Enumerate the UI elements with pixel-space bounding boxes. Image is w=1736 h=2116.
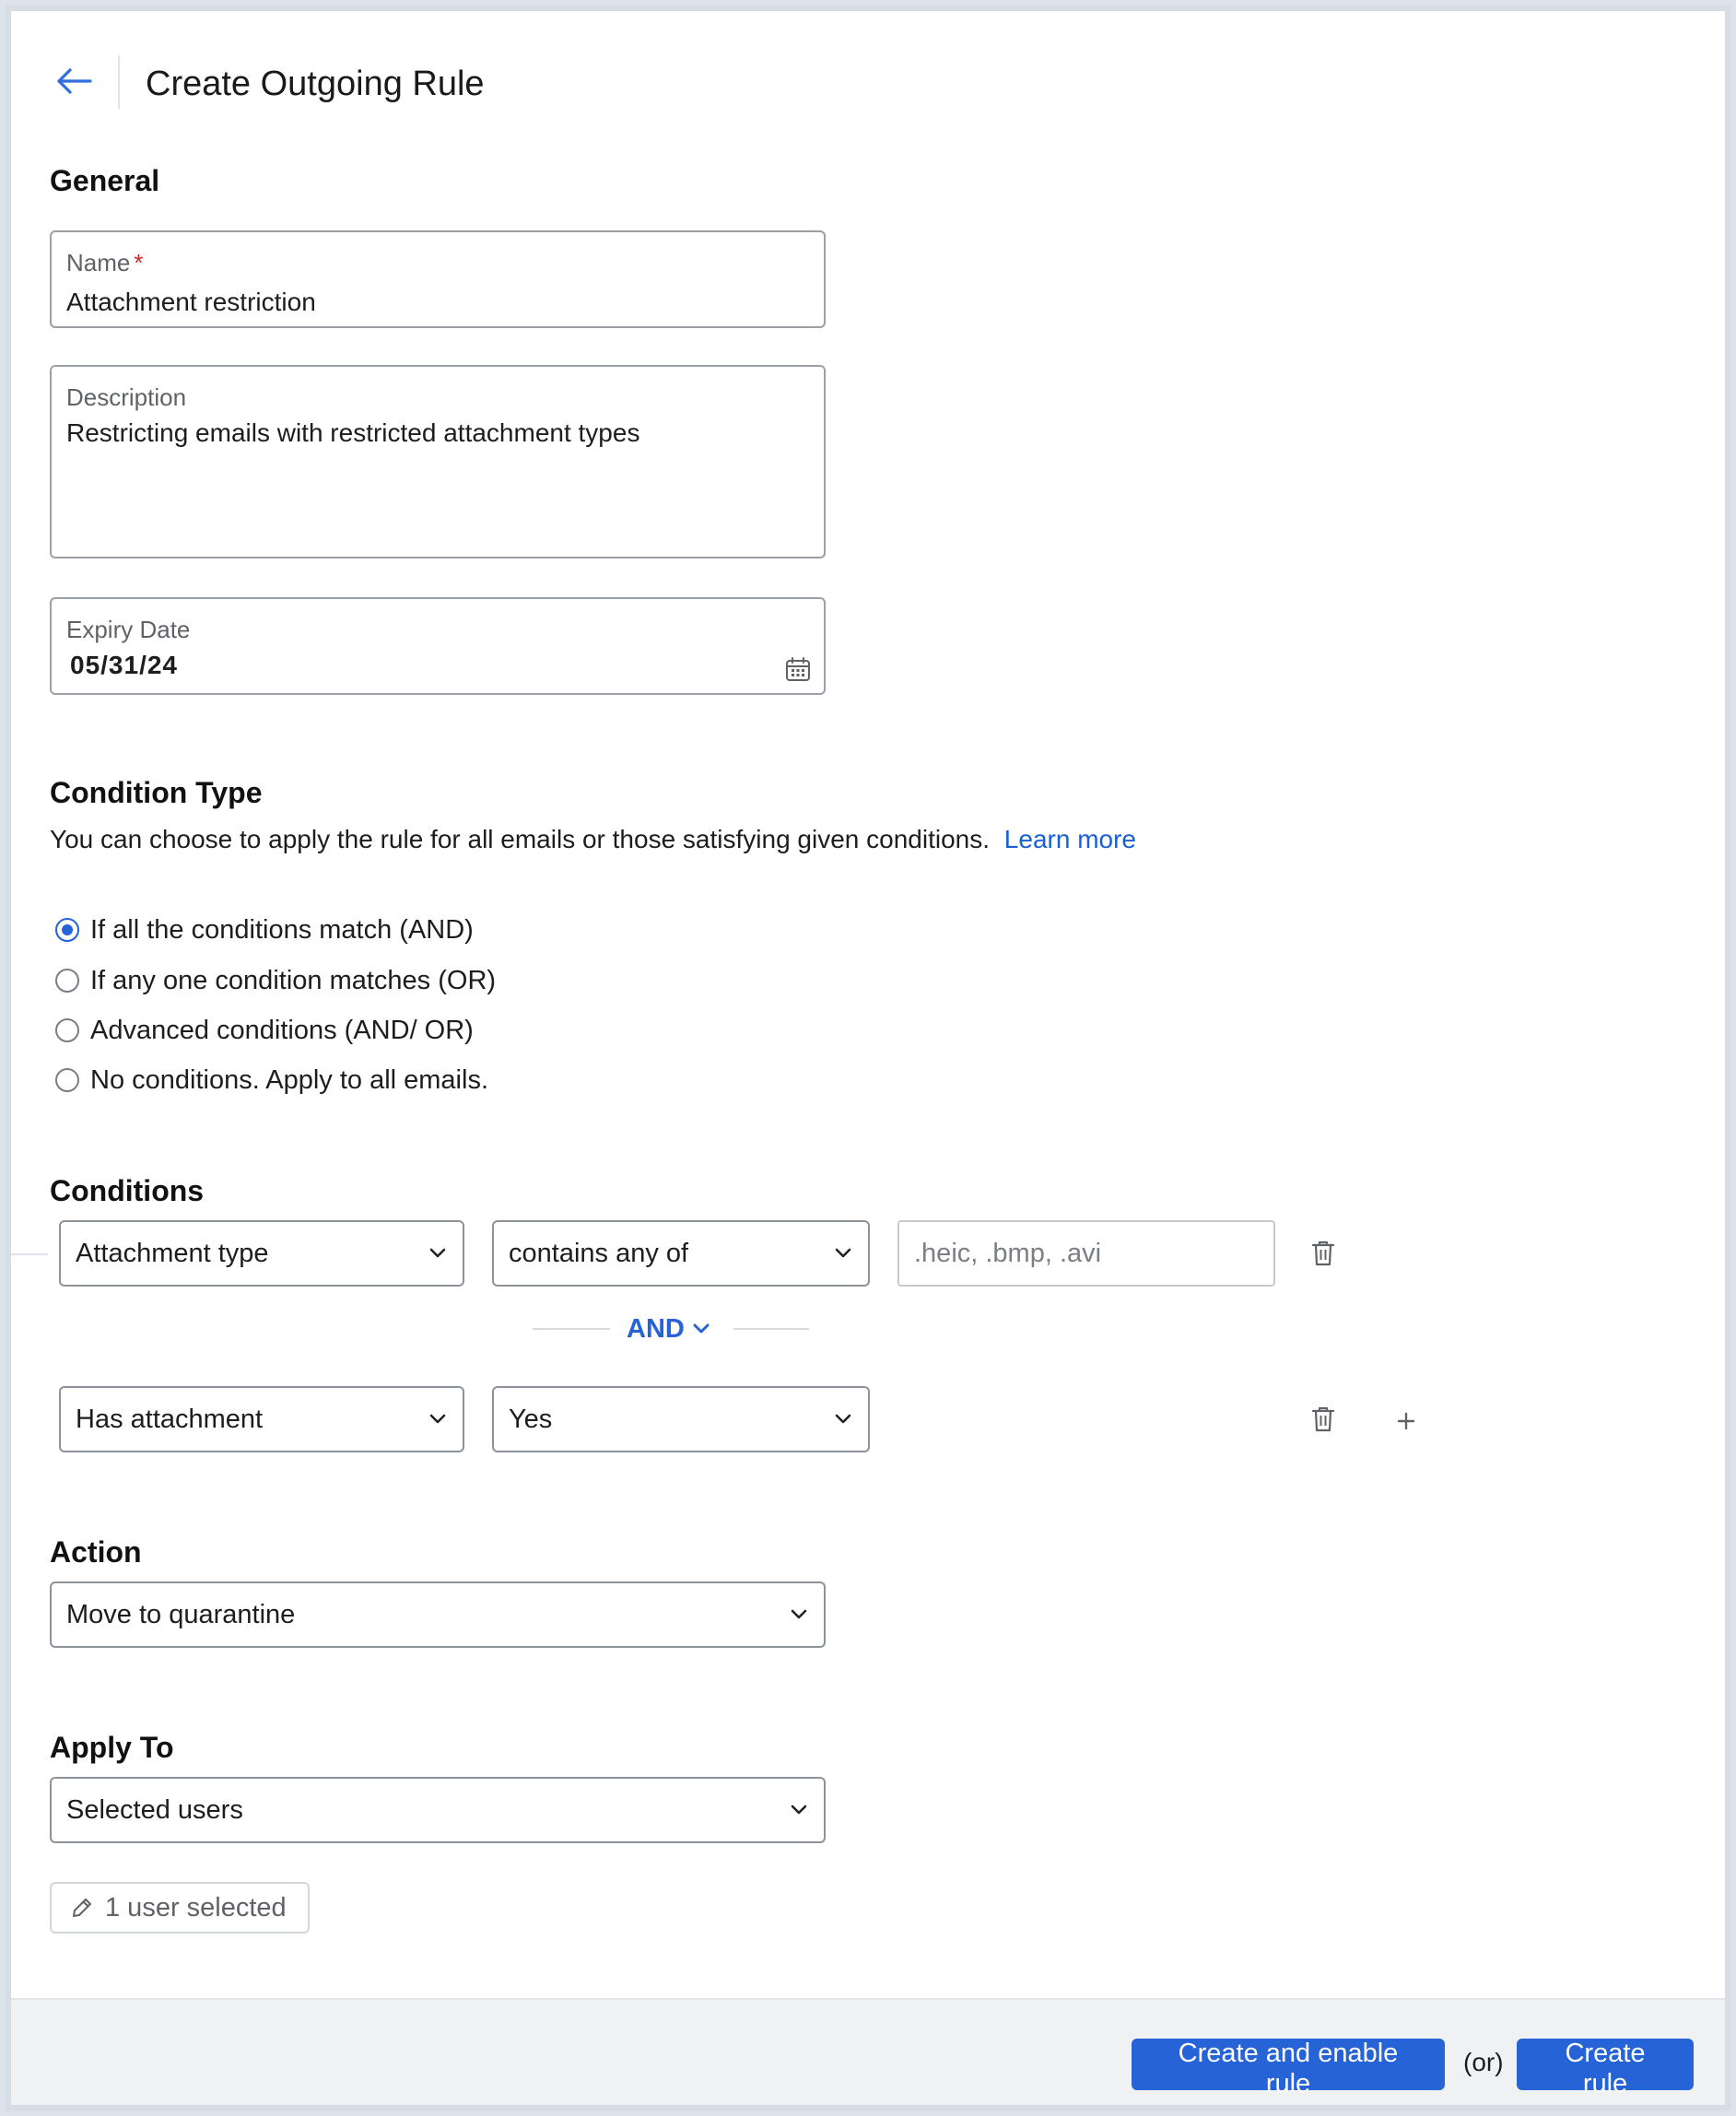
condition-2-operator-select[interactable] xyxy=(492,1386,870,1452)
condition-2-field-value: Has attachment xyxy=(76,1404,264,1434)
create-and-enable-rule-button[interactable]: Create and enable rule xyxy=(1132,2039,1445,2090)
calendar-button[interactable] xyxy=(783,654,813,684)
description-value[interactable]: Restricting emails with restricted attachment types xyxy=(66,418,640,447)
trash-icon xyxy=(1311,1240,1335,1267)
condition-type-help-text: You can choose to apply the rule for all emails or those satisfying given conditions. xyxy=(50,825,991,853)
condition-1-field-select[interactable] xyxy=(59,1220,464,1287)
radio-or[interactable] xyxy=(55,969,79,993)
name-value[interactable]: Attachment restriction xyxy=(66,288,316,316)
learn-more-link[interactable]: Learn more xyxy=(1003,825,1136,853)
create-rule-button[interactable]: Create rule xyxy=(1517,2039,1694,2090)
description-label: Description xyxy=(66,383,187,411)
chevron-down-icon xyxy=(833,1243,853,1264)
condition-1-field-value: Attachment type xyxy=(76,1238,269,1268)
chevron-down-icon xyxy=(789,1605,809,1625)
condition-2-field-select[interactable] xyxy=(59,1386,464,1452)
condition-type-radio-group xyxy=(55,911,496,1099)
apply-to-select[interactable] xyxy=(50,1777,826,1843)
expiry-date-field[interactable] xyxy=(50,597,826,695)
action-value: Move to quarantine xyxy=(66,1599,296,1629)
add-condition-button[interactable] xyxy=(1390,1405,1423,1438)
calendar-icon xyxy=(785,656,811,682)
radio-advanced-label: Advanced conditions (AND/ OR) xyxy=(90,1015,474,1045)
and-connector-toggle[interactable] xyxy=(627,1311,710,1347)
trash-icon xyxy=(1311,1405,1335,1433)
footer-bar xyxy=(11,1998,1725,2105)
radio-and[interactable] xyxy=(55,918,79,942)
and-connector-label: AND xyxy=(627,1313,685,1344)
apply-to-section-title: Apply To xyxy=(50,1731,174,1764)
radio-none-label: No conditions. Apply to all emails. xyxy=(90,1064,488,1095)
required-mark: * xyxy=(134,249,144,276)
radio-advanced[interactable] xyxy=(55,1018,79,1042)
selected-users-chip[interactable] xyxy=(50,1882,310,1934)
condition-1-operator-select[interactable] xyxy=(492,1220,870,1287)
create-outgoing-rule-panel xyxy=(6,6,1730,2110)
chevron-down-icon xyxy=(789,1800,809,1820)
condition-type-description xyxy=(50,822,1136,857)
name-field[interactable] xyxy=(50,230,826,328)
expiry-date-value[interactable]: 05/31/24 xyxy=(70,651,178,679)
conditions-side-rule xyxy=(11,1253,48,1255)
expiry-date-label: Expiry Date xyxy=(66,616,191,643)
header-divider xyxy=(118,55,120,109)
chevron-down-icon xyxy=(428,1409,448,1429)
action-section-title: Action xyxy=(50,1535,142,1569)
condition-2-delete-button[interactable] xyxy=(1305,1399,1342,1440)
radio-and-label: If all the conditions match (AND) xyxy=(90,914,474,945)
description-field[interactable] xyxy=(50,365,826,558)
page-title: Create Outgoing Rule xyxy=(146,65,485,103)
radio-option-none[interactable] xyxy=(55,1062,496,1099)
connector-line-left xyxy=(533,1328,610,1330)
connector-line-right xyxy=(733,1328,809,1330)
name-label: Name * xyxy=(66,249,144,276)
back-button[interactable] xyxy=(48,59,100,103)
chevron-down-icon xyxy=(833,1409,853,1429)
condition-1-value-input[interactable] xyxy=(897,1220,1275,1287)
conditions-section-title: Conditions xyxy=(50,1174,205,1207)
radio-option-and[interactable] xyxy=(55,911,496,948)
radio-option-advanced[interactable] xyxy=(55,1012,496,1049)
chevron-down-icon xyxy=(428,1243,448,1264)
apply-to-value: Selected users xyxy=(66,1794,243,1825)
radio-none[interactable] xyxy=(55,1068,79,1092)
radio-or-label: If any one condition matches (OR) xyxy=(90,965,497,995)
selected-users-text: 1 user selected xyxy=(105,1892,287,1922)
condition-1-operator-value: contains any of xyxy=(509,1238,689,1268)
radio-option-or[interactable] xyxy=(55,962,496,999)
arrow-left-icon xyxy=(55,66,92,96)
chevron-down-icon xyxy=(692,1322,710,1335)
action-select[interactable] xyxy=(50,1581,826,1648)
condition-1-delete-button[interactable] xyxy=(1305,1233,1342,1274)
or-separator: (or) xyxy=(1463,2048,1504,2076)
plus-icon xyxy=(1396,1411,1416,1431)
condition-2-operator-value: Yes xyxy=(509,1404,553,1434)
condition-type-section-title: Condition Type xyxy=(50,776,263,809)
general-section-title: General xyxy=(50,164,160,197)
pencil-icon xyxy=(70,1896,94,1920)
